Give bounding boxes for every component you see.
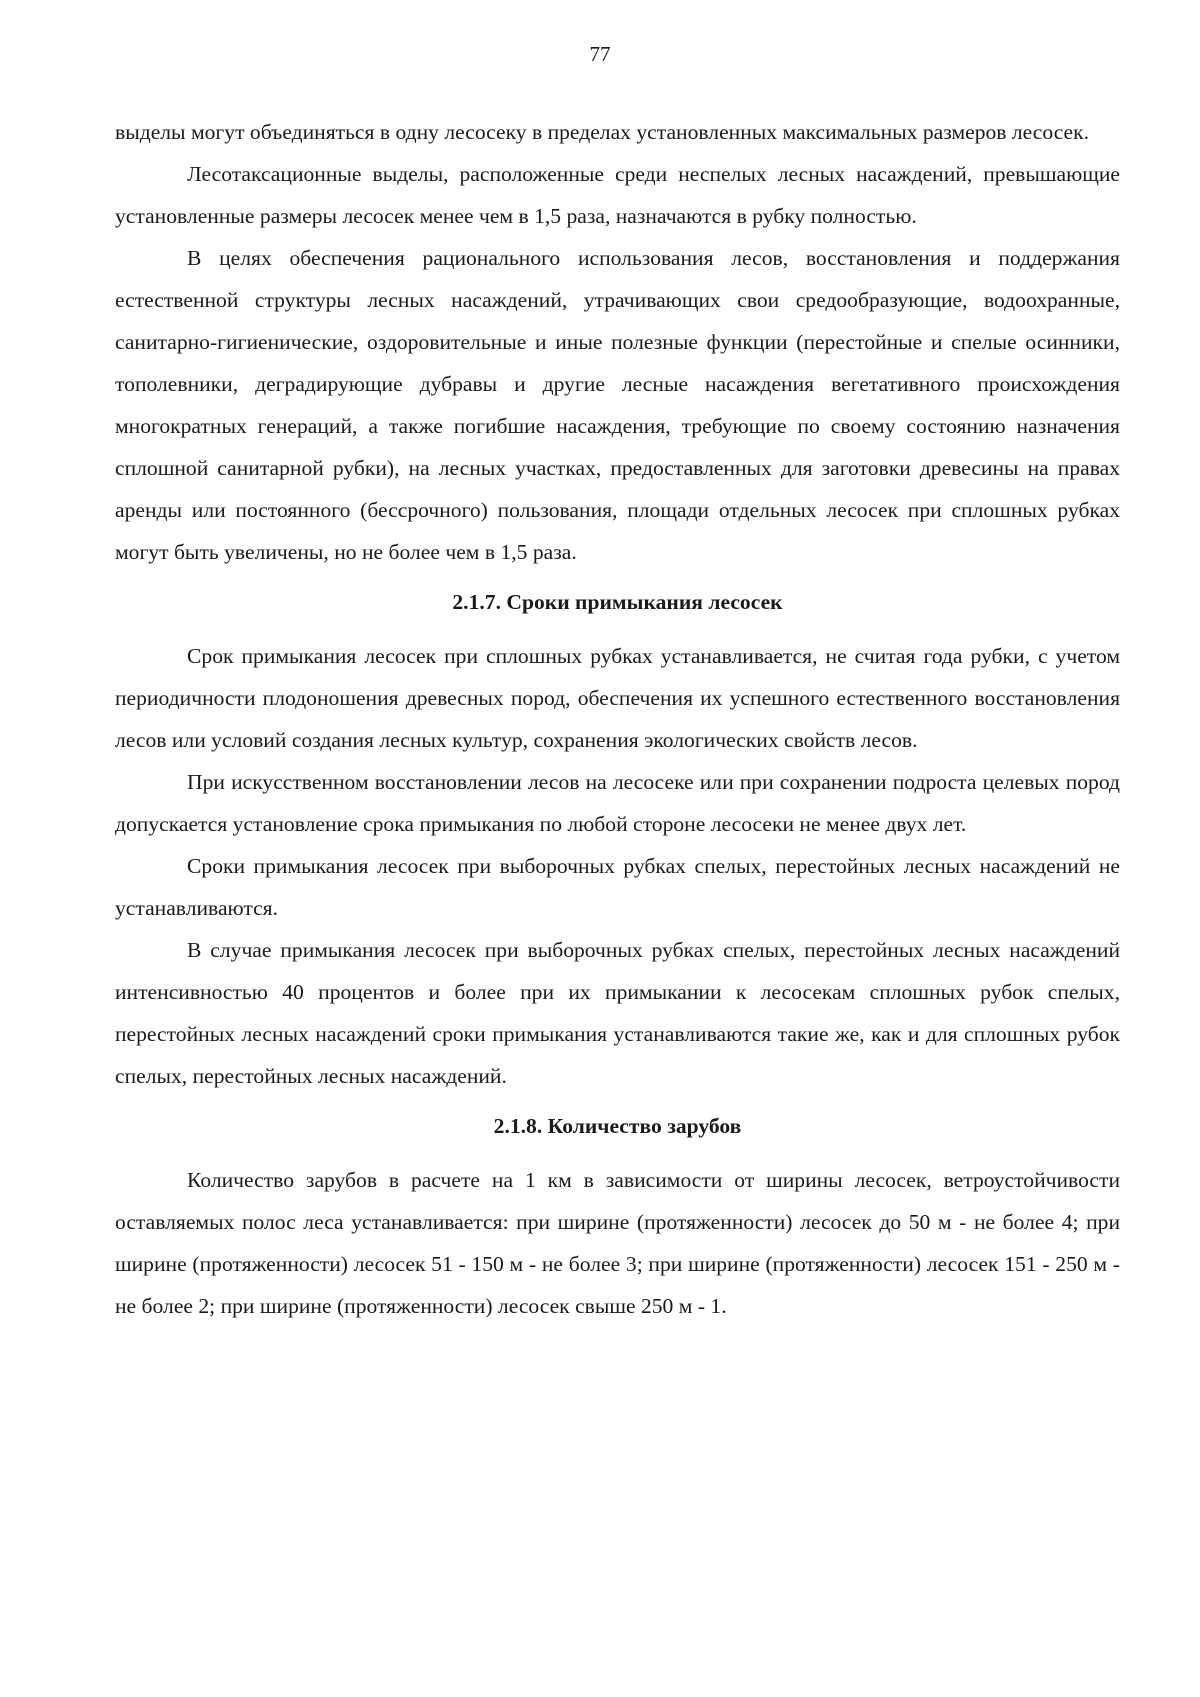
paragraph-cut-count: Количество зарубов в расчете на 1 км в зависимости от ширины лесосек, ветроустойчивости оставляемых полос леса устанавливается: при ширине (протяженности) лесосек до 50 м - не более 4; при ширине (протяженности) лесосек 51 - 150 м - не более 3; при ширине (протяженности) лесосек 151 - 250 м - не более 2; при ширине (протяженности) лесосек свыше 250 м - 1.	[115, 1168, 1120, 1318]
paragraph-lesotaxation: Лесотаксационные выделы, расположенные среди неспелых лесных насаждений, превышающие установленные размеры лесосек менее чем в 1,5 раза, назначаются в рубку полностью.	[115, 162, 1120, 228]
paragraph-continuation: выделы могут объединяться в одну лесосеку в пределах установленных максимальных размеров лесосек.	[115, 120, 1090, 144]
section-heading-2-1-8: 2.1.8. Количество зарубов	[493, 1114, 742, 1138]
page-content	[115, 111, 1120, 1327]
paragraph-artificial-restoration: При искусственном восстановлении лесов на лесосеке или при сохранении подроста целевых пород допускается установление срока примыкания по любой стороне лесосеки не менее двух лет.	[115, 770, 1120, 836]
paragraph-rational-use: В целях обеспечения рационального использования лесов, восстановления и поддержания естественной структуры лесных насаждений, утрачивающих свои средообразующие, водоохранные, санитарно-гигиенические, оздоровительные и иные полезные функции (перестойные и спелые осинники, тополевники, деградирующие дубравы и другие лесные насаждения вегетативного происхождения многократных генераций, а также погибшие насаждения, требующие по своему состоянию назначения сплошной санитарной рубки), на лесных участках, предоставленных для заготовки древесины на правах аренды или постоянного (бессрочного) пользования, площади отдельных лесосек при сплошных рубках могут быть увеличены, но не более чем в 1,5 раза.	[115, 246, 1120, 564]
paragraph-selective-cutting: Сроки примыкания лесосек при выборочных рубках спелых, перестойных лесных насаждений не устанавливаются.	[115, 854, 1120, 920]
paragraph-adjacency-case: В случае примыкания лесосек при выборочных рубках спелых, перестойных лесных насаждений интенсивностью 40 процентов и более при их примыкании к лесосекам сплошных рубок спелых, перестойных лесных насаждений сроки примыкания устанавливаются такие же, как и для сплошных рубок спелых, перестойных лесных насаждений.	[115, 938, 1120, 1088]
page-number: 77	[589, 42, 611, 66]
section-heading-2-1-7: 2.1.7. Сроки примыкания лесосек	[452, 590, 783, 614]
paragraph-adjacency-term: Срок примыкания лесосек при сплошных рубках устанавливается, не считая года рубки, с учетом периодичности плодоношения древесных пород, обеспечения их успешного естественного восстановления лесов или условий создания лесных культур, сохранения экологических свойств лесов.	[115, 644, 1120, 752]
